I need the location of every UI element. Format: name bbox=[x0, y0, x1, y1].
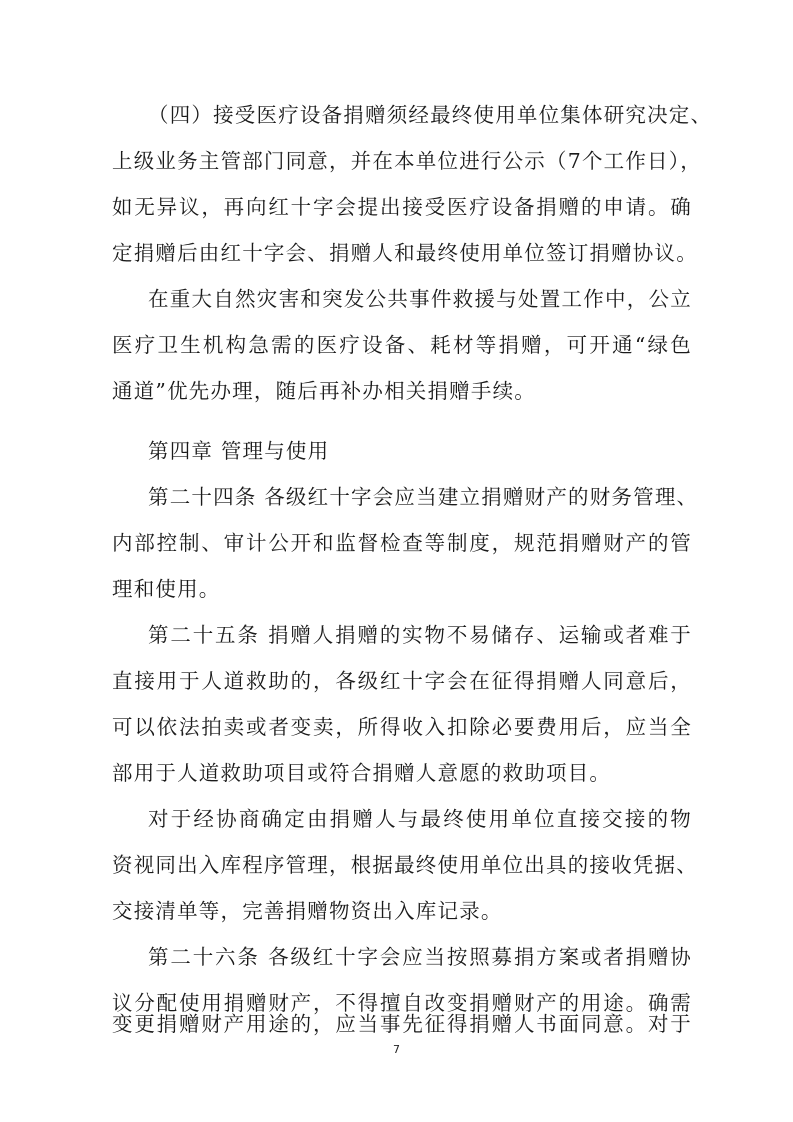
text-line: 定捐赠后由红十字会、捐赠人和最终使用单位签订捐赠协议。 bbox=[112, 241, 698, 265]
chapter-heading: 第四章 管理与使用 bbox=[148, 439, 330, 463]
text-line: 变更捐赠财产用途的，应当事先征得捐赠人书面同意。对于 bbox=[112, 1012, 692, 1036]
text-line: 第二十五条 捐赠人捐赠的实物不易储存、运输或者难于 bbox=[148, 623, 692, 647]
text-line: 第二十四条 各级红十字会应当建立捐赠财产的财务管理、 bbox=[148, 485, 699, 509]
text-line: 议分配使用捐赠财产，不得擅自改变捐赠财产的用途。确需 bbox=[112, 991, 692, 1015]
page-number: 7 bbox=[393, 1043, 400, 1056]
text-line: 可以依法拍卖或者变卖，所得收入扣除必要费用后，应当全 bbox=[112, 715, 692, 739]
text-line: 在重大自然灾害和突发公共事件救援与处置工作中，公立 bbox=[148, 287, 692, 311]
text-line: 直接用于人道救助的，各级红十字会在征得捐赠人同意后， bbox=[112, 669, 692, 693]
text-line: 部用于人道救助项目或符合捐赠人意愿的救助项目。 bbox=[112, 761, 612, 785]
text-line: 第二十六条 各级红十字会应当按照募捐方案或者捐赠协 bbox=[148, 945, 692, 969]
text-line: 上级业务主管部门同意，并在本单位进行公示（7个工作日）， bbox=[112, 149, 702, 173]
text-line: （四）接受医疗设备捐赠须经最终使用单位集体研究决定、 bbox=[148, 103, 713, 127]
text-line: 如无异议，再向红十字会提出接受医疗设备捐赠的申请。确 bbox=[112, 195, 692, 219]
text-line: 资视同出入库程序管理，根据最终使用单位出具的接收凭据、 bbox=[112, 853, 698, 877]
text-line: 理和使用。 bbox=[112, 577, 221, 601]
text-line: 通道”优先办理，随后再补办相关捐赠手续。 bbox=[112, 379, 536, 403]
text-line: 交接清单等，完善捐赠物资出入库记录。 bbox=[112, 899, 503, 923]
text-line: 内部控制、审计公开和监督检查等制度，规范捐赠财产的管 bbox=[112, 531, 692, 555]
text-line: 医疗卫生机构急需的医疗设备、耗材等捐赠，可开通“绿色 bbox=[112, 333, 692, 357]
text-line: 对于经协商确定由捐赠人与最终使用单位直接交接的物 bbox=[148, 807, 692, 831]
